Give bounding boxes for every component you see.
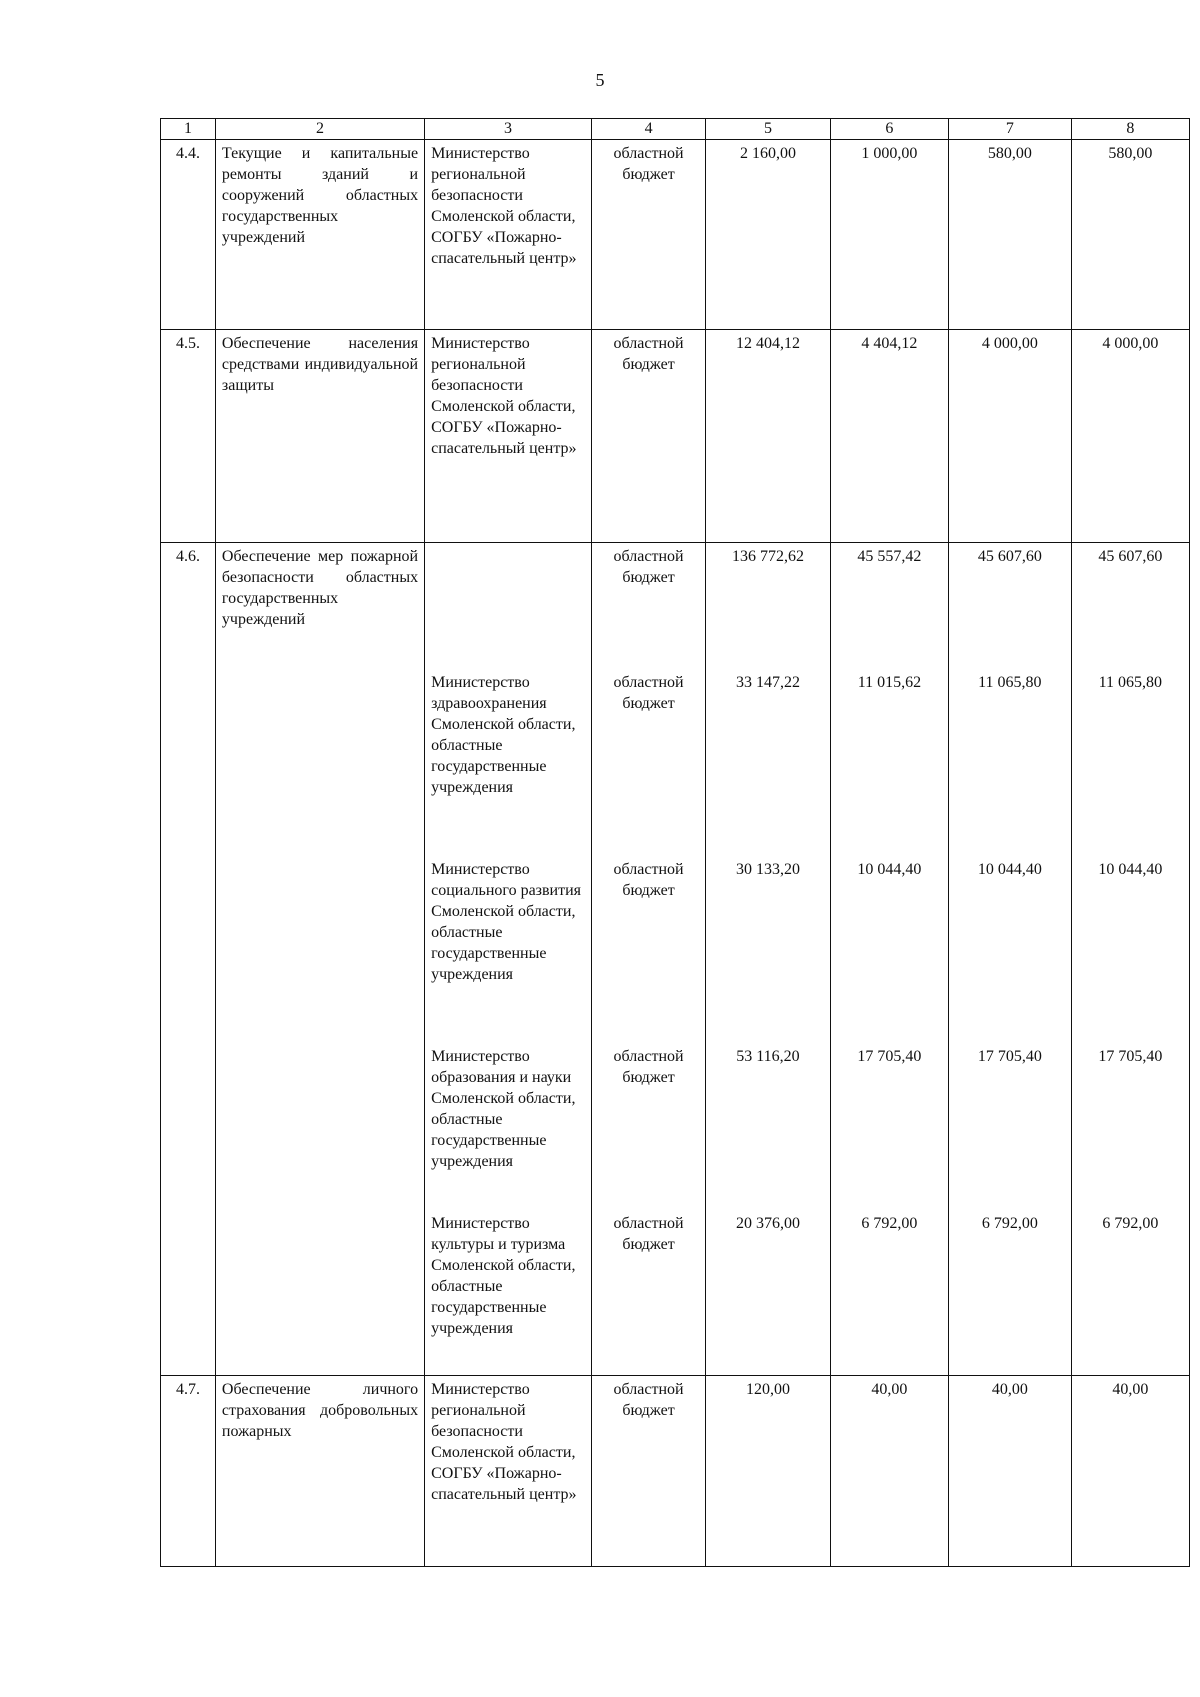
measure-name: Текущие и капитальные ремонты зданий и сооружений областных государственных учреждений <box>215 140 424 330</box>
executor: Министерство региональной безопасности Смоленской области, СОГБУ «Пожарно-спасательный центр» <box>425 330 592 543</box>
table-row <box>161 1043 1190 1210</box>
amount-year-1: 17 705,40 <box>830 1043 948 1210</box>
amount-year-1: 40,00 <box>830 1376 948 1567</box>
measure-name-empty <box>215 1043 424 1210</box>
executor: Министерство социального развития Смоленской области, областные государственные учреждения <box>425 856 592 1043</box>
funding-source: областной бюджет <box>592 543 706 670</box>
funding-source: областной бюджет <box>592 1210 706 1376</box>
column-header: 6 <box>830 119 948 140</box>
amount-year-2: 17 705,40 <box>949 1043 1072 1210</box>
amount-total: 12 404,12 <box>706 330 831 543</box>
executor: Министерство культуры и туризма Смоленской области, областные государственные учреждения <box>425 1210 592 1376</box>
budget-table <box>160 118 1190 1567</box>
executor <box>425 543 592 670</box>
measure-name-empty <box>215 1210 424 1376</box>
amount-year-3: 580,00 <box>1071 140 1189 330</box>
amount-year-3: 11 065,80 <box>1071 669 1189 856</box>
column-header: 4 <box>592 119 706 140</box>
amount-year-3: 6 792,00 <box>1071 1210 1189 1376</box>
amount-year-2: 4 000,00 <box>949 330 1072 543</box>
amount-year-1: 4 404,12 <box>830 330 948 543</box>
measure-name: Обеспечение мер пожарной безопасности областных государственных учреждений <box>215 543 424 670</box>
column-header: 5 <box>706 119 831 140</box>
amount-year-3: 40,00 <box>1071 1376 1189 1567</box>
amount-total: 53 116,20 <box>706 1043 831 1210</box>
amount-total: 2 160,00 <box>706 140 831 330</box>
executor: Министерство региональной безопасности Смоленской области, СОГБУ «Пожарно-спасательный центр» <box>425 140 592 330</box>
executor: Министерство здравоохранения Смоленской области, областные государственные учреждения <box>425 669 592 856</box>
amount-year-2: 6 792,00 <box>949 1210 1072 1376</box>
table-row <box>161 330 1190 543</box>
measure-name: Обеспечение личного страхования добровольных пожарных <box>215 1376 424 1567</box>
amount-year-2: 45 607,60 <box>949 543 1072 670</box>
table-row <box>161 140 1190 330</box>
amount-year-2: 10 044,40 <box>949 856 1072 1043</box>
column-header: 1 <box>161 119 216 140</box>
amount-year-2: 40,00 <box>949 1376 1072 1567</box>
amount-year-1: 1 000,00 <box>830 140 948 330</box>
funding-source: областной бюджет <box>592 1043 706 1210</box>
row-number: 4.6. <box>161 543 216 670</box>
amount-year-1: 11 015,62 <box>830 669 948 856</box>
table-row <box>161 856 1190 1043</box>
measure-name: Обеспечение населения средствами индивидуальной защиты <box>215 330 424 543</box>
amount-year-2: 580,00 <box>949 140 1072 330</box>
measure-name-empty <box>215 856 424 1043</box>
row-number-empty <box>161 1043 216 1210</box>
page-number: 5 <box>595 70 605 90</box>
amount-total: 30 133,20 <box>706 856 831 1043</box>
table-row <box>161 543 1190 670</box>
table-row <box>161 669 1190 856</box>
row-number-empty <box>161 669 216 856</box>
funding-source: областной бюджет <box>592 669 706 856</box>
header-row <box>161 119 1190 140</box>
amount-year-1: 10 044,40 <box>830 856 948 1043</box>
amount-year-2: 11 065,80 <box>949 669 1072 856</box>
amount-total: 20 376,00 <box>706 1210 831 1376</box>
funding-source: областной бюджет <box>592 140 706 330</box>
amount-year-3: 10 044,40 <box>1071 856 1189 1043</box>
amount-total: 120,00 <box>706 1376 831 1567</box>
row-number: 4.7. <box>161 1376 216 1567</box>
row-number: 4.5. <box>161 330 216 543</box>
executor: Министерство региональной безопасности Смоленской области, СОГБУ «Пожарно-спасательный центр» <box>425 1376 592 1567</box>
amount-year-1: 6 792,00 <box>830 1210 948 1376</box>
amount-total: 136 772,62 <box>706 543 831 670</box>
column-header: 2 <box>215 119 424 140</box>
executor: Министерство образования и науки Смоленской области, областные государственные учреждения <box>425 1043 592 1210</box>
table-row <box>161 1376 1190 1567</box>
funding-source: областной бюджет <box>592 330 706 543</box>
amount-year-3: 45 607,60 <box>1071 543 1189 670</box>
table-header <box>161 119 1190 140</box>
funding-source: областной бюджет <box>592 1376 706 1567</box>
measure-name-empty <box>215 669 424 856</box>
table-row <box>161 1210 1190 1376</box>
amount-year-3: 17 705,40 <box>1071 1043 1189 1210</box>
column-header: 8 <box>1071 119 1189 140</box>
amount-total: 33 147,22 <box>706 669 831 856</box>
funding-source: областной бюджет <box>592 856 706 1043</box>
column-header: 7 <box>949 119 1072 140</box>
row-number-empty <box>161 1210 216 1376</box>
amount-year-1: 45 557,42 <box>830 543 948 670</box>
column-header: 3 <box>425 119 592 140</box>
row-number-empty <box>161 856 216 1043</box>
row-number: 4.4. <box>161 140 216 330</box>
amount-year-3: 4 000,00 <box>1071 330 1189 543</box>
